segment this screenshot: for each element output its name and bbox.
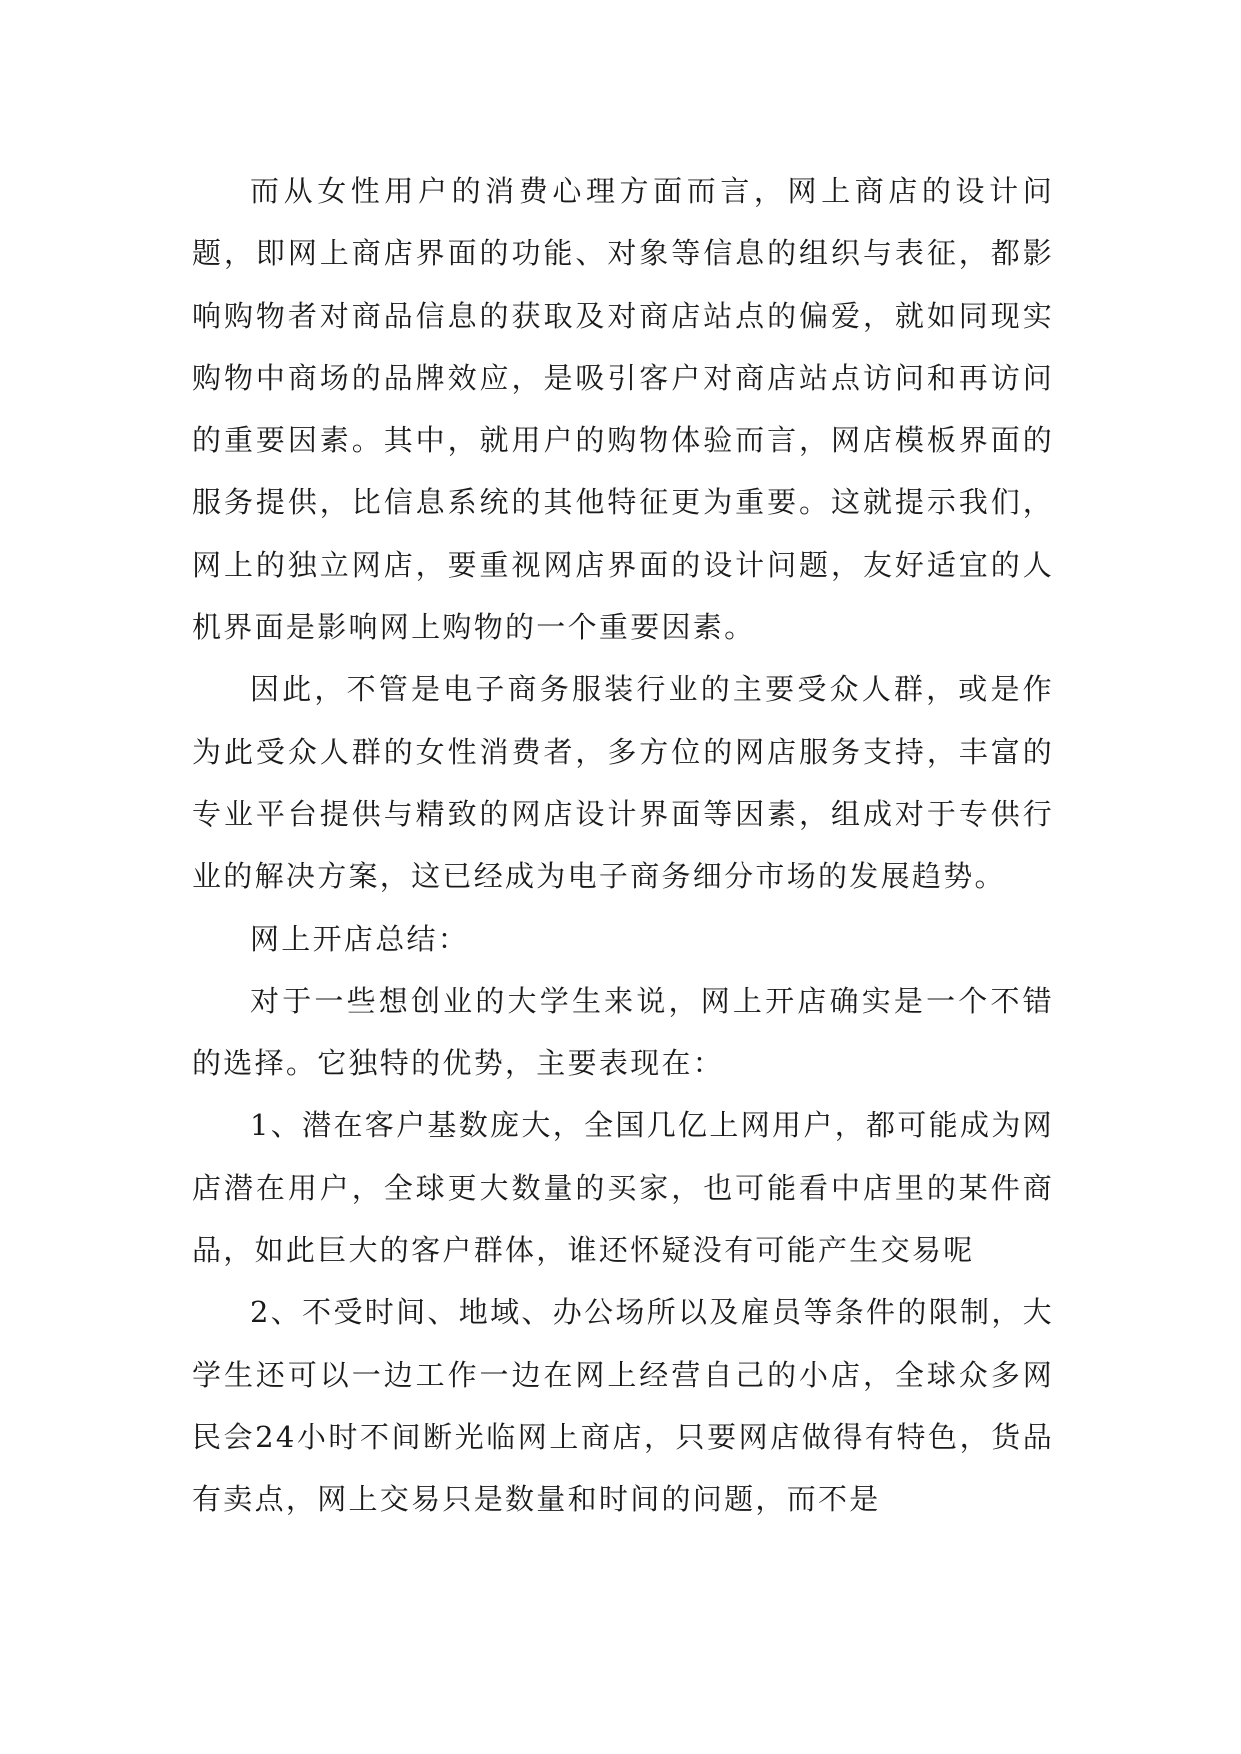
paragraph-point-2: 2、不受时间、地域、办公场所以及雇员等条件的限制，大学生还可以一边工作一边在网上经营自己的小店，全球众多网民会24小时不间断光临网上商店，只要网店做得有特色，货品有卖点，网上交易只是数量和时间的问题，而不是 <box>192 1295 1054 1517</box>
paragraph-point-1: 1、潜在客户基数庞大，全国几亿上网用户，都可能成为网店潜在用户，全球更大数量的买家，也可能看中店里的某件商品，如此巨大的客户群体，谁还怀疑没有可能产生交易呢 <box>192 1108 1054 1268</box>
document-body <box>192 160 1054 1531</box>
paragraph-summary-heading: 网上开店总结： <box>250 921 470 956</box>
paragraph-user-psychology: 而从女性用户的消费心理方面而言，网上商店的设计问题，即网上商店界面的功能、对象等信息的组织与表征，都影响购物者对商品信息的获取及对商店站点的偏爱，就如同现实购物中商场的品牌效应，是吸引客户对商店站点访问和再访问的重要因素。其中，就用户的购物体验而言，网店模板界面的服务提供，比信息系统的其他特征更为重要。这就提示我们，网上的独立网店，要重视网店界面的设计问题，友好适宜的人机界面是影响网上购物的一个重要因素。 <box>192 174 1054 645</box>
paragraph-industry-trend: 因此，不管是电子商务服装行业的主要受众人群，或是作为此受众人群的女性消费者，多方位的网店服务支持，丰富的专业平台提供与精致的网店设计界面等因素，组成对于专供行业的解决方案，这已经成为电子商务细分市场的发展趋势。 <box>192 672 1054 894</box>
paragraph-summary-intro: 对于一些想创业的大学生来说，网上开店确实是一个不错的选择。它独特的优势，主要表现在： <box>192 983 1054 1081</box>
